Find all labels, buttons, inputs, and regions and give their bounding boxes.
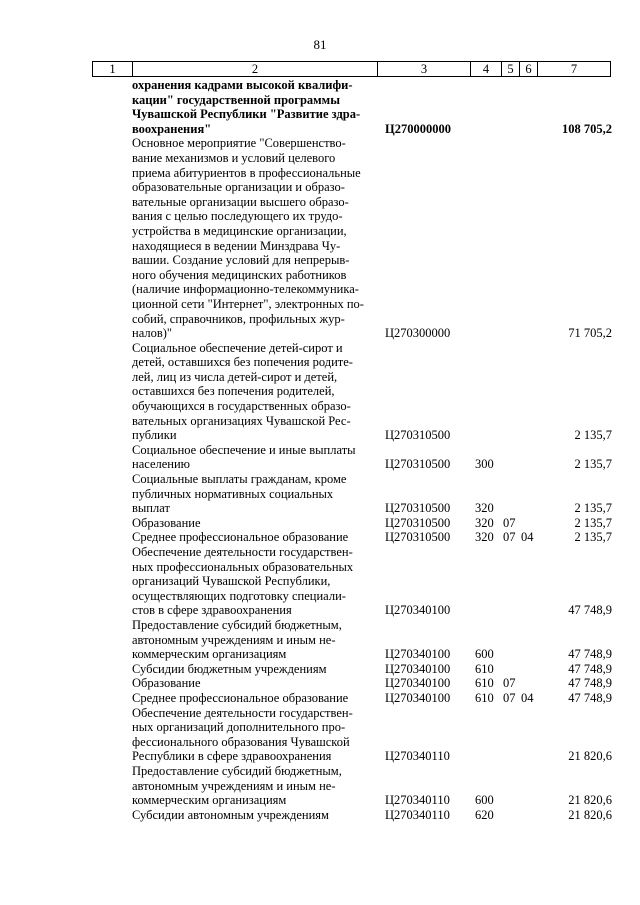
row-name-line: вательных организациях Чувашской Рес- <box>132 413 351 428</box>
row-name-line: приема абитуриентов в профессиональные <box>132 165 361 180</box>
row-name <box>132 545 368 618</box>
row-name <box>132 764 368 808</box>
row-subsection <box>521 676 539 691</box>
row-amount: 2 135,7 <box>574 457 612 472</box>
row-name-line: автономным учреждениям и иным не- <box>132 778 336 793</box>
row-amount: 21 820,6 <box>568 793 612 808</box>
row-name-line: автономным учреждениям и иным не- <box>132 632 336 647</box>
budget-table-body <box>132 78 612 822</box>
row-expense-type: 320 <box>475 515 494 530</box>
row-spacer <box>368 78 385 136</box>
row-expense-type: 600 <box>475 647 494 662</box>
row-code: Ц270340110 <box>385 807 450 822</box>
row-section <box>503 808 521 823</box>
row-section <box>503 341 521 443</box>
row-name-line: Основное мероприятие "Совершенство- <box>132 136 346 151</box>
row-expense-type <box>475 545 503 618</box>
row-name-line: публичных нормативных социальных <box>132 486 334 501</box>
row-subsection <box>521 472 539 516</box>
row-section: 07 <box>503 676 516 691</box>
row-section <box>503 472 521 516</box>
row-name-line: выплат <box>132 501 170 516</box>
table-row <box>132 472 612 516</box>
row-spacer <box>368 691 385 706</box>
row-name-line: собий, справочников, профильных жур- <box>132 311 345 326</box>
row-name <box>132 808 368 823</box>
row-expense-type: 610 <box>475 690 494 705</box>
row-name-line: Социальные выплаты гражданам, кроме <box>132 472 347 487</box>
row-name <box>132 341 368 443</box>
row-amount: 47 748,9 <box>568 647 612 662</box>
row-name-line: Республики в сфере здравоохранения <box>132 749 332 764</box>
row-expense-type: 620 <box>475 807 494 822</box>
row-code: Ц270310500 <box>385 515 451 530</box>
column-header-2: 2 <box>133 62 378 77</box>
row-code: Ц270310500 <box>385 457 451 472</box>
row-amount: 47 748,9 <box>568 676 612 691</box>
row-subsection <box>521 136 539 340</box>
row-name-line: Предоставление субсидий бюджетным, <box>132 763 342 778</box>
row-name-line: ционной сети "Интернет", электронных по- <box>132 296 364 311</box>
row-name-line: оставшихся без попечения родителей, <box>132 384 335 399</box>
row-name <box>132 136 368 340</box>
row-expense-type: 610 <box>475 676 494 691</box>
row-name-line: коммерческим организациям <box>132 647 287 662</box>
row-subsection <box>521 808 539 823</box>
row-code: Ц270000000 <box>385 121 451 136</box>
row-name-line: находящиеся в ведении Минздрава Чу- <box>132 238 341 253</box>
row-spacer <box>368 472 385 516</box>
row-name <box>132 706 368 764</box>
row-expense-type: 300 <box>475 457 494 472</box>
row-name-line: Образование <box>132 515 201 530</box>
row-name-line: Среднее профессиональное образование <box>132 690 349 705</box>
row-code: Ц270310500 <box>385 501 451 516</box>
column-header-3: 3 <box>378 62 471 77</box>
row-name-line: Социальное обеспечение и иные выплаты <box>132 442 356 457</box>
page-number: 81 <box>313 37 327 52</box>
row-expense-type: 320 <box>475 530 494 545</box>
row-amount: 21 820,6 <box>568 807 612 822</box>
row-amount: 47 748,9 <box>568 690 612 705</box>
row-subsection <box>521 443 539 472</box>
row-section: 07 <box>503 530 516 545</box>
row-name-line: Социальное обеспечение детей-сирот и <box>132 340 343 355</box>
row-subsection: 04 <box>521 690 534 705</box>
row-subsection <box>521 516 539 531</box>
row-amount: 2 135,7 <box>574 530 612 545</box>
row-name-line: населению <box>132 457 190 472</box>
row-name <box>132 472 368 516</box>
row-name-line: ного обучения медицинских работников <box>132 267 347 282</box>
row-amount: 2 135,7 <box>574 501 612 516</box>
table-row <box>132 443 612 472</box>
row-name-line: коммерческим организациям <box>132 793 287 808</box>
row-name-line: вание механизмов и условий целевого <box>132 150 336 165</box>
row-amount: 47 748,9 <box>568 661 612 676</box>
row-name <box>132 691 368 706</box>
table-row <box>132 706 612 764</box>
row-code: Ц270340110 <box>385 793 450 808</box>
row-expense-type: 320 <box>475 501 494 516</box>
row-section <box>503 618 521 662</box>
row-expense-type <box>475 78 503 136</box>
row-section <box>503 706 521 764</box>
row-name-line: (наличие информационно-телекоммуника- <box>132 282 359 297</box>
row-spacer <box>368 808 385 823</box>
row-name-line: Обеспечение деятельности государствен- <box>132 545 353 559</box>
row-name <box>132 676 368 691</box>
column-header-1: 1 <box>93 62 133 77</box>
row-subsection <box>521 78 539 136</box>
table-row <box>132 808 612 823</box>
row-code: Ц270300000 <box>385 326 451 341</box>
row-code: Ц270340100 <box>385 603 451 618</box>
row-amount: 21 820,6 <box>568 749 612 764</box>
row-name-line: осуществляющих подготовку специали- <box>132 588 346 603</box>
row-name-line: воохранения" <box>132 121 212 136</box>
row-name-line: Субсидии бюджетным учреждениям <box>132 661 327 676</box>
row-subsection <box>521 662 539 677</box>
row-amount: 2 135,7 <box>574 428 612 443</box>
row-name-line: ных профессиональных образовательных <box>132 559 354 574</box>
row-spacer <box>368 516 385 531</box>
row-name <box>132 78 368 136</box>
row-name <box>132 516 368 531</box>
row-spacer <box>368 764 385 808</box>
row-name-line: охранения кадрами высокой квалифи- <box>132 78 353 92</box>
table-row <box>132 618 612 662</box>
row-name-line: фессионального образования Чувашской <box>132 734 350 749</box>
row-section: 07 <box>503 690 516 705</box>
budget-table <box>132 78 612 822</box>
row-spacer <box>368 662 385 677</box>
row-name-line: образовательные организации и образо- <box>132 180 345 195</box>
row-subsection <box>521 545 539 618</box>
row-subsection <box>521 764 539 808</box>
row-section <box>503 662 521 677</box>
row-name-line: ных организаций дополнительного про- <box>132 720 346 735</box>
row-name-line: организаций Чувашской Республики, <box>132 574 331 589</box>
row-name <box>132 662 368 677</box>
column-header-row <box>93 62 611 77</box>
row-name-line: налов)" <box>132 326 173 341</box>
row-code: Ц270340100 <box>385 647 451 662</box>
row-spacer <box>368 530 385 545</box>
table-row <box>132 662 612 677</box>
column-header-4: 4 <box>471 62 502 77</box>
row-name-line: Субсидии автономным учреждениям <box>132 807 329 822</box>
row-section <box>503 136 521 340</box>
row-spacer <box>368 545 385 618</box>
row-amount: 47 748,9 <box>568 603 612 618</box>
row-code: Ц270340100 <box>385 690 451 705</box>
table-row <box>132 676 612 691</box>
row-subsection <box>521 341 539 443</box>
table-row <box>132 136 612 340</box>
row-name-line: лей, лиц из числа детей-сирот и детей, <box>132 369 338 384</box>
row-spacer <box>368 618 385 662</box>
row-name-line: Среднее профессиональное образование <box>132 530 349 545</box>
row-section <box>503 78 521 136</box>
row-code: Ц270310500 <box>385 428 451 443</box>
table-row <box>132 545 612 618</box>
row-name-line: публики <box>132 428 177 443</box>
row-code: Ц270340100 <box>385 661 451 676</box>
table-row <box>132 764 612 808</box>
row-expense-type <box>475 341 503 443</box>
table-row <box>132 691 612 706</box>
table-row <box>132 78 612 136</box>
row-code: Ц270310500 <box>385 530 451 545</box>
column-header-6: 6 <box>520 62 538 77</box>
row-name-line: детей, оставшихся без попечения родите- <box>132 355 353 370</box>
column-header-7: 7 <box>538 62 611 77</box>
row-expense-type <box>475 706 503 764</box>
row-name-line: стов в сфере здравоохранения <box>132 603 292 618</box>
column-header-table <box>92 61 611 77</box>
row-amount: 2 135,7 <box>574 515 612 530</box>
row-name <box>132 530 368 545</box>
row-name-line: устройства в медицинские организации, <box>132 223 347 238</box>
row-spacer <box>368 676 385 691</box>
row-name-line: вательные организации высшего образо- <box>132 194 349 209</box>
row-subsection <box>521 706 539 764</box>
row-name-line: Обеспечение деятельности государствен- <box>132 705 353 720</box>
row-section: 07 <box>503 515 516 530</box>
row-amount: 71 705,2 <box>568 326 612 341</box>
row-subsection: 04 <box>521 530 534 545</box>
row-name-line: обучающихся в государственных образо- <box>132 399 351 414</box>
row-spacer <box>368 706 385 764</box>
table-row <box>132 516 612 531</box>
row-amount: 108 705,2 <box>562 121 612 136</box>
row-subsection <box>521 618 539 662</box>
row-spacer <box>368 136 385 340</box>
row-section <box>503 764 521 808</box>
row-spacer <box>368 341 385 443</box>
row-name <box>132 618 368 662</box>
row-name-line: вания с целью последующего их трудо- <box>132 209 343 224</box>
row-expense-type: 600 <box>475 793 494 808</box>
row-spacer <box>368 443 385 472</box>
column-header-5: 5 <box>502 62 520 77</box>
row-name-line: вашии. Создание условий для непрерыв- <box>132 253 350 268</box>
row-code: Ц270340100 <box>385 676 451 691</box>
row-expense-type: 610 <box>475 661 494 676</box>
row-name-line: кации" государственной программы <box>132 92 340 107</box>
row-name-line: Образование <box>132 676 201 691</box>
table-row <box>132 341 612 443</box>
table-row <box>132 530 612 545</box>
row-section <box>503 545 521 618</box>
row-name-line: Предоставление субсидий бюджетным, <box>132 617 342 632</box>
row-expense-type <box>475 136 503 340</box>
row-code: Ц270340110 <box>385 749 450 764</box>
row-name <box>132 443 368 472</box>
row-name-line: Чувашской Республики "Развитие здра- <box>132 107 361 122</box>
row-section <box>503 443 521 472</box>
